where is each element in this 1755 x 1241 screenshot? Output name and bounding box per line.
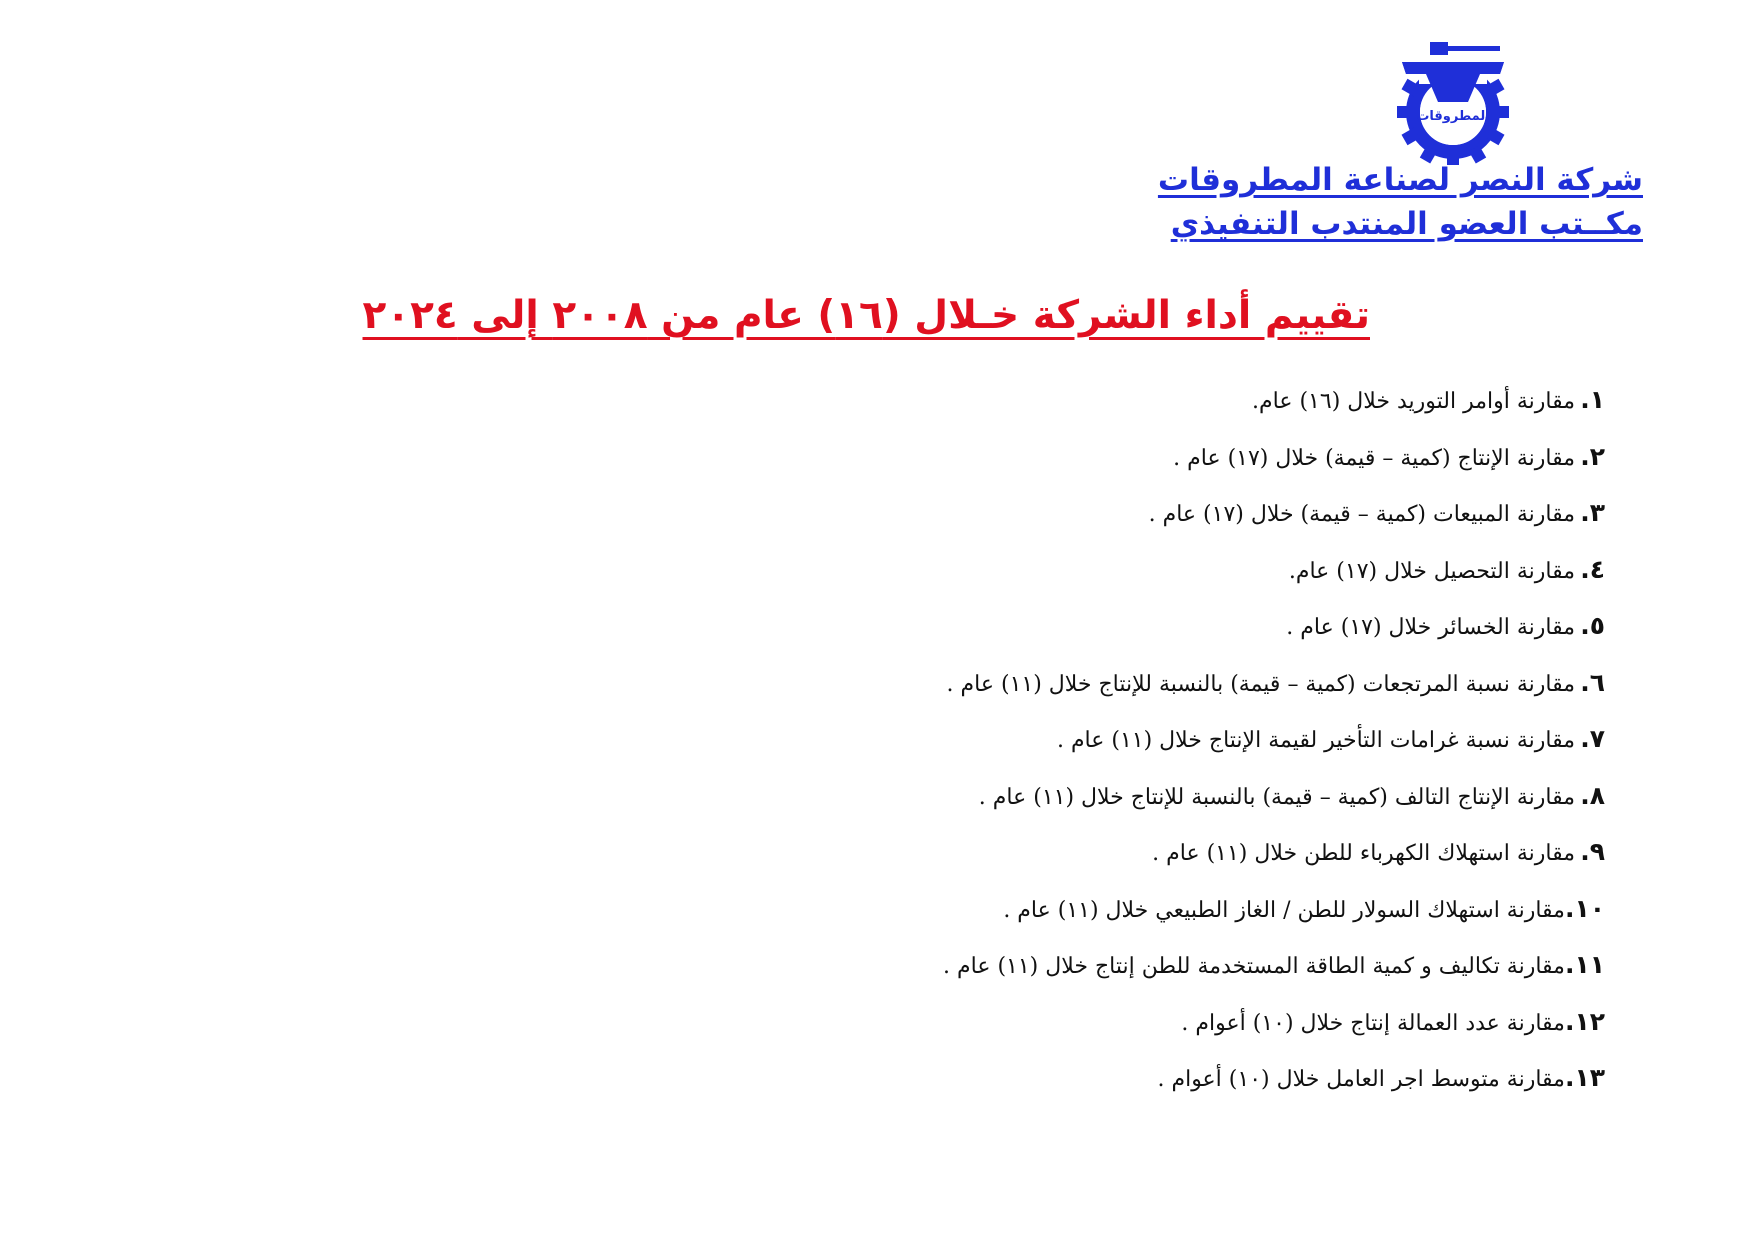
item-text: مقارنة عدد العمالة إنتاج خلال (١٠) أعوام . [1181, 1010, 1565, 1036]
list-item [705, 435, 1605, 492]
item-text: مقارنة الخسائر خلال (١٧) عام . [1286, 615, 1575, 640]
item-number: ٥. [1580, 611, 1605, 640]
item-number: ٢. [1580, 441, 1605, 471]
logo-text: المطروقات [1416, 109, 1490, 124]
item-number: ١. [1580, 385, 1605, 414]
item-number: ١٠. [1564, 893, 1605, 923]
item-text: مقارنة أوامر التوريد خلال (١٦) عام. [1252, 389, 1575, 414]
items-list [705, 378, 1605, 1113]
item-text: مقارنة الإنتاج التالف (كمية – قيمة) بالنسبة للإنتاج خلال (١١) عام . [978, 784, 1575, 810]
item-text: مقارنة استهلاك الكهرباء للطن خلال (١١) عام . [1152, 841, 1575, 866]
item-number: ٦. [1580, 667, 1605, 697]
item-number: ٨. [1580, 780, 1605, 810]
item-number: ٧. [1580, 724, 1605, 753]
list-item [705, 378, 1605, 435]
item-number: ٤. [1580, 554, 1605, 584]
item-text: مقارنة استهلاك السولار للطن / الغاز الطبيعي خلال (١١) عام . [1003, 897, 1565, 923]
list-item [705, 604, 1605, 661]
list-item [705, 943, 1605, 1000]
item-text: مقارنة المبيعات (كمية – قيمة) خلال (١٧) عام . [1148, 502, 1575, 527]
list-item [705, 1056, 1605, 1113]
office-name: مكــتب العضو المنتدب التنفيذي [1170, 206, 1643, 242]
list-item [705, 491, 1605, 548]
forging-gear-anvil-logo [1388, 40, 1518, 165]
document-title: تقييم أداء الشركة خـلال (١٦) عام من ٢٠٠٨ إلى ٢٠٢٤ [362, 293, 1370, 338]
list-item [705, 1000, 1605, 1057]
list-item [705, 717, 1605, 774]
company-header [1043, 158, 1643, 246]
list-item [705, 661, 1605, 718]
item-text: مقارنة نسبة المرتجعات (كمية – قيمة) بالنسبة للإنتاج خلال (١١) عام . [946, 671, 1575, 697]
item-text: مقارنة متوسط اجر العامل خلال (١٠) أعوام . [1157, 1067, 1565, 1092]
list-item [705, 830, 1605, 887]
item-text: مقارنة التحصيل خلال (١٧) عام. [1288, 558, 1575, 584]
item-text: مقارنة نسبة غرامات التأخير لقيمة الإنتاج خلال (١١) عام . [1056, 728, 1575, 753]
item-text: مقارنة تكاليف و كمية الطاقة المستخدمة للطن إنتاج خلال (١١) عام . [943, 954, 1565, 979]
item-number: ١٢. [1564, 1006, 1605, 1036]
list-item [705, 774, 1605, 831]
item-number: ١٣. [1564, 1063, 1605, 1092]
item-number: ٩. [1580, 837, 1605, 866]
item-text: مقارنة الإنتاج (كمية – قيمة) خلال (١٧) عام . [1173, 445, 1575, 471]
company-name: شركة النصر لصناعة المطروقات [1157, 162, 1643, 198]
list-item [705, 887, 1605, 944]
item-number: ١١. [1564, 950, 1605, 979]
list-item [705, 548, 1605, 605]
item-number: ٣. [1580, 498, 1605, 527]
